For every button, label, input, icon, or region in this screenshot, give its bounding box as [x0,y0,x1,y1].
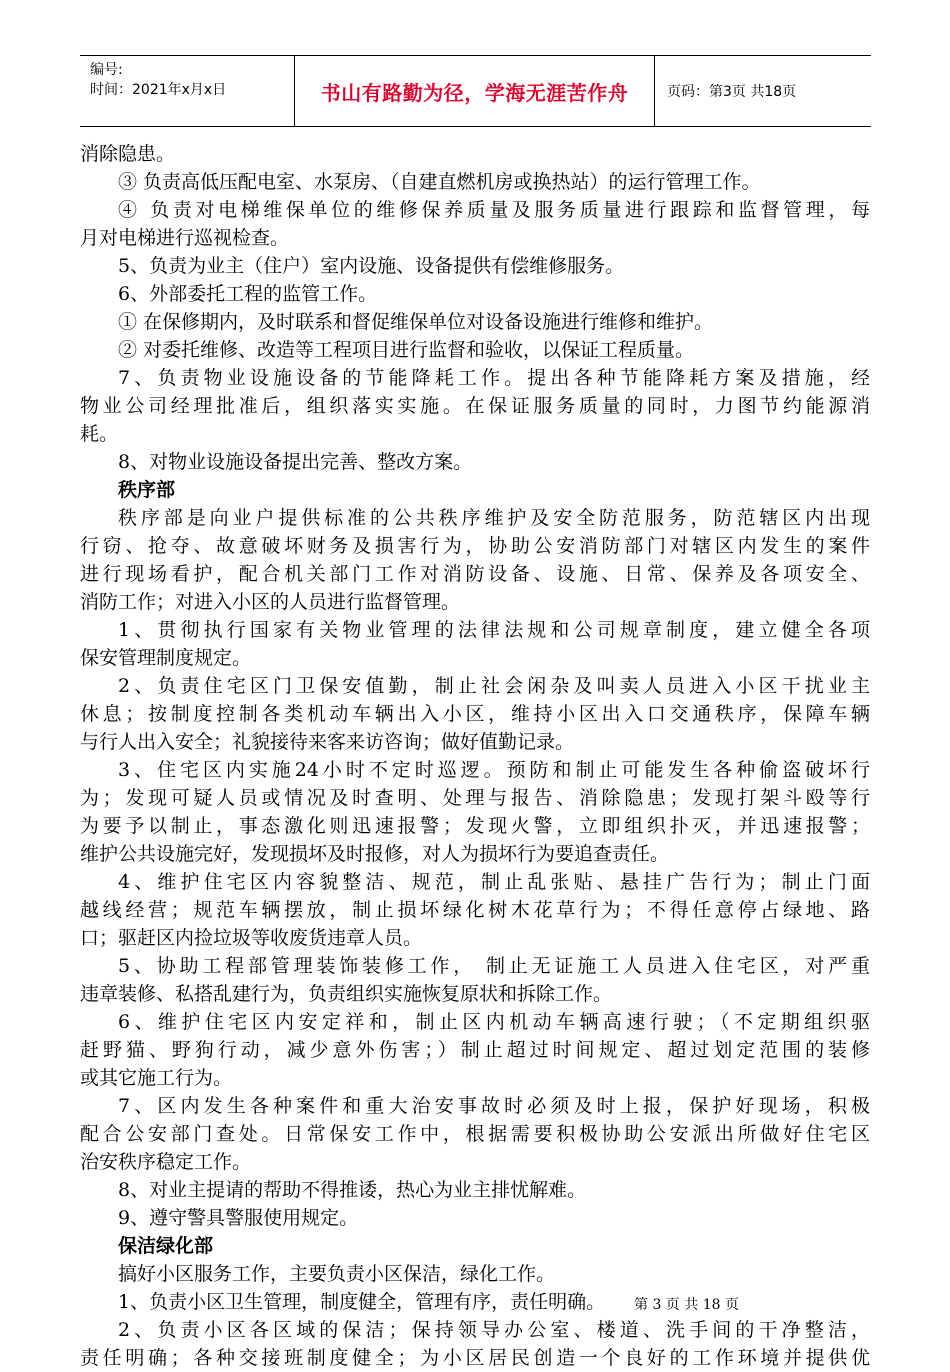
text-line: 耗。 [80,423,119,445]
text-line: 5、协助工程部管理装饰装修工作， 制止无证施工人员进入住宅区，对严重 [118,955,870,977]
page-header [80,55,871,127]
text-line: 休息；按制度控制各类机动车辆出入小区，维持小区出入口交通秩序，保障车辆 [80,703,870,725]
text-line: 2、负责住宅区门卫保安值勤，制止社会闲杂及叫卖人员进入小区干扰业主 [118,675,870,697]
text-line: 配合公安部门查处。日常保安工作中，根据需要积极协助公安派出所做好住宅区 [80,1123,870,1145]
text-line: 6、维护住宅区内安定祥和，制止区内机动车辆高速行驶；（不定期组织驱 [118,1011,870,1033]
text-line: 治安秩序稳定工作。 [80,1151,252,1173]
text-line: 口；驱赶区内捡垃圾等收废货违章人员。 [80,927,423,949]
text-line: 1、贯彻执行国家有关物业管理的法律法规和公司规章制度，建立健全各项 [118,619,870,641]
text-line: ③ 负责高低压配电室、水泵房、（自建直燃机房或换热站）的运行管理工作。 [118,171,761,193]
text-line: 8、对物业设施设备提出完善、整改方案。 [118,451,473,473]
text-line: 2、负责小区各区域的保洁；保持领导办公室、楼道、洗手间的干净整洁， [118,1319,870,1341]
page-footer: 第 3 页 共 18 页 [634,1297,739,1313]
text-line: 1、负责小区卫生管理，制度健全，管理有序，责任明确。 [118,1291,606,1313]
text-line: 越线经营；规范车辆摆放，制止损坏绿化树木花草行为；不得任意停占绿地、路 [80,899,870,921]
section-heading: 秩序部 [118,479,176,501]
text-line: 保安管理制度规定。 [80,647,252,669]
text-line: 6、外部委托工程的监管工作。 [118,283,378,305]
text-line: 搞好小区服务工作，主要负责小区保洁，绿化工作。 [118,1263,556,1285]
text-line: 4、维护住宅区内容貌整洁、规范，制止乱张贴、悬挂广告行为；制止门面 [118,871,870,893]
text-line: 或其它施工行为。 [80,1067,233,1089]
text-line: ① 在保修期内，及时联系和督促维保单位对设备设施进行维修和维护。 [118,311,714,333]
text-line: 月对电梯进行巡视检查。 [80,227,290,249]
text-line: 进行现场看护，配合机关部门工作对消防设备、设施、日常、保养及各项安全、 [80,563,870,585]
text-line: 5、负责为业主（住户）室内设施、设备提供有偿维修服务。 [118,255,625,277]
text-line: 与行人出入安全；礼貌接待来客来访咨询；做好值勤记录。 [80,731,575,753]
text-line: 9、遵守警具警服使用规定。 [118,1207,359,1229]
text-line: 为；发现可疑人员或情况及时查明、处理与报告、消除隐患；发现打架斗殴等行 [80,787,870,809]
text-line: 消防工作；对进入小区的人员进行监督管理。 [80,591,461,613]
date-label: 时间：2021年x月x日 [90,82,227,98]
text-line: 8、对业主提请的帮助不得推诿，热心为业主排忧解难。 [118,1179,587,1201]
text-line: 行窃、抢夺、故意破坏财务及损害行为，协助公安消防部门对辖区内发生的案件 [80,535,870,557]
header-page-info: 页码：第3页 共18页 [654,56,871,126]
document-body [80,140,870,1372]
text-line: 物业公司经理批准后，组织落实实施。在保证服务质量的同时，力图节约能源消 [80,395,870,417]
text-line: 违章装修、私搭乱建行为，负责组织实施恢复原状和拆除工作。 [80,983,613,1005]
header-meta [80,56,294,126]
text-line: ② 对委托维修、改造等工程项目进行监督和验收，以保证工程质量。 [118,339,695,361]
serial-number-label: 编号: [90,62,123,78]
text-line: 7、区内发生各种案件和重大治安事故时必须及时上报，保护好现场，积极 [118,1095,870,1117]
text-line: 责任明确；各种交接班制度健全；为小区居民创造一个良好的工作环境并提供优 [80,1347,870,1369]
text-line: 为要予以制止，事态激化则迅速报警；发现火警，立即组织扑灭，并迅速报警； [80,815,870,837]
text-line: 秩序部是向业户提供标准的公共秩序维护及安全防范服务，防范辖区内出现 [118,507,870,529]
text-line: 赶野猫、野狗行动，减少意外伤害；）制止超过时间规定、超过划定范围的装修 [80,1039,870,1061]
text-line: 3、住宅区内实施24小时不定时巡逻。预防和制止可能发生各种偷盗破坏行 [118,759,870,781]
text-line: ④ 负责对电梯维保单位的维修保养质量及服务质量进行跟踪和监督管理，每 [118,199,870,221]
text-line: 消除隐患。 [80,143,176,165]
text-line: 维护公共设施完好，发现损坏及时报修，对人为损坏行为要追查责任。 [80,843,670,865]
text-line: 7、负责物业设施设备的节能降耗工作。提出各种节能降耗方案及措施，经 [118,367,870,389]
section-heading: 保洁绿化部 [118,1235,214,1257]
header-motto: 书山有路勤为径，学海无涯苦作舟 [294,56,654,126]
